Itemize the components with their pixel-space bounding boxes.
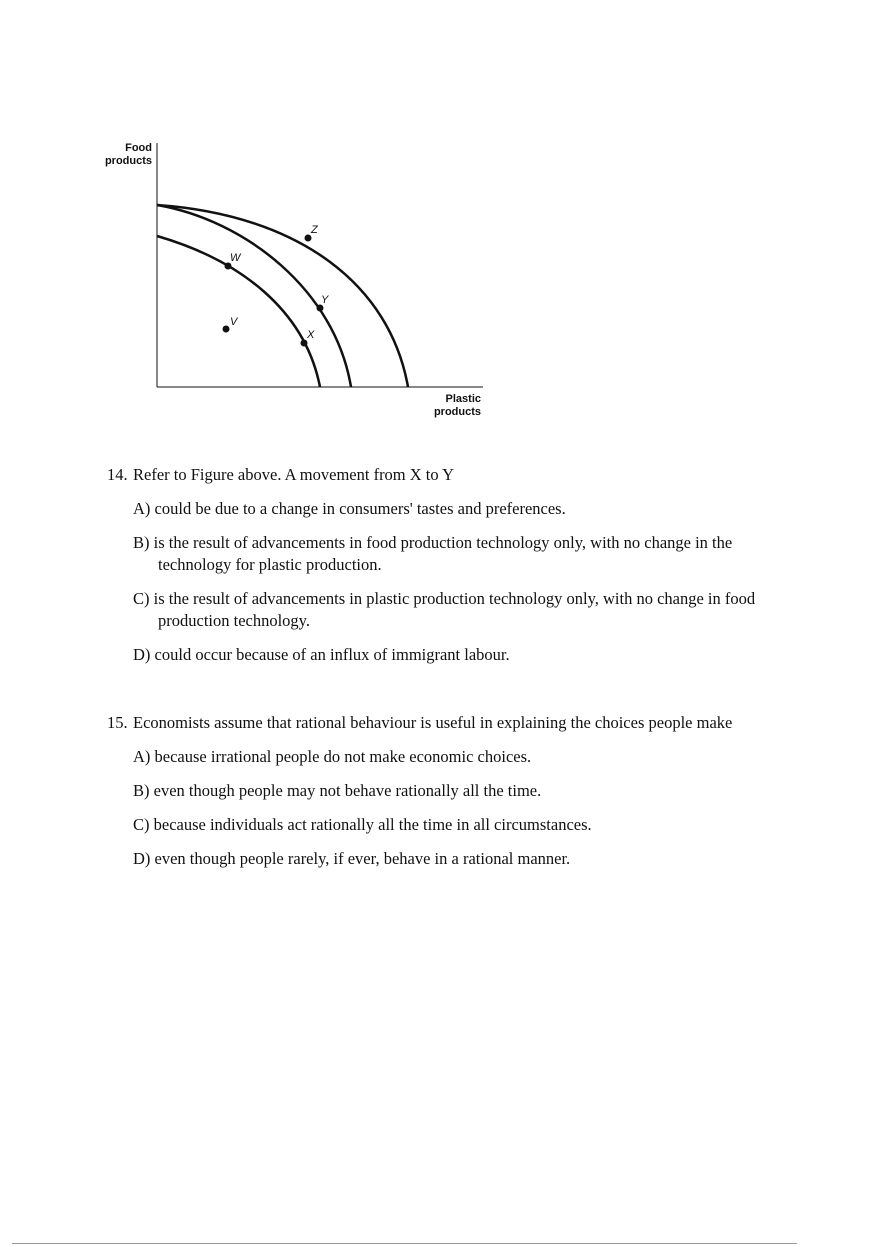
point-v-label: V [230, 316, 238, 328]
question-number: 14. [107, 465, 128, 484]
ppf-curve-outer [157, 205, 408, 387]
question-stem [107, 712, 787, 734]
ppf-figure [100, 135, 500, 425]
question-stem [107, 464, 787, 486]
question-number: 15. [107, 713, 128, 732]
option-a: A) could be due to a change in consumers' tastes and preferences. [133, 499, 566, 518]
point-w-label: W [230, 252, 241, 264]
option-d: D) could occur because of an influx of immigrant labour. [133, 645, 510, 664]
point-v-marker [223, 326, 230, 333]
option-b: B) even though people may not behave rationally all the time. [133, 781, 542, 800]
question-14 [107, 464, 787, 666]
x-axis-label-line2: products [433, 406, 481, 418]
footer-divider [12, 1243, 797, 1244]
option-b: B) is the result of advancements in food production technology only, with no change in the technology for plastic production. [133, 533, 733, 574]
option-a: A) because irrational people do not make economic choices. [133, 747, 532, 766]
point-x-label: X [307, 329, 315, 341]
point-y-label: Y [321, 294, 329, 306]
x-axis-label-line1: Plastic [445, 393, 481, 405]
option-d: D) even though people rarely, if ever, behave in a rational manner. [133, 849, 571, 868]
option-c: C) because individuals act rationally all the time in all circumstances. [133, 815, 592, 834]
point-z-label: Z [311, 224, 318, 236]
y-axis-label-line1: Food [125, 142, 152, 154]
question-15 [107, 712, 787, 870]
question-text: Refer to Figure above. A movement from X to Y [133, 465, 455, 484]
option-c: C) is the result of advancements in plastic production technology only, with no change in food production technology. [133, 589, 756, 630]
question-text: Economists assume that rational behaviour is useful in explaining the choices people make [133, 713, 733, 732]
y-axis-label-line2: products [104, 155, 152, 167]
